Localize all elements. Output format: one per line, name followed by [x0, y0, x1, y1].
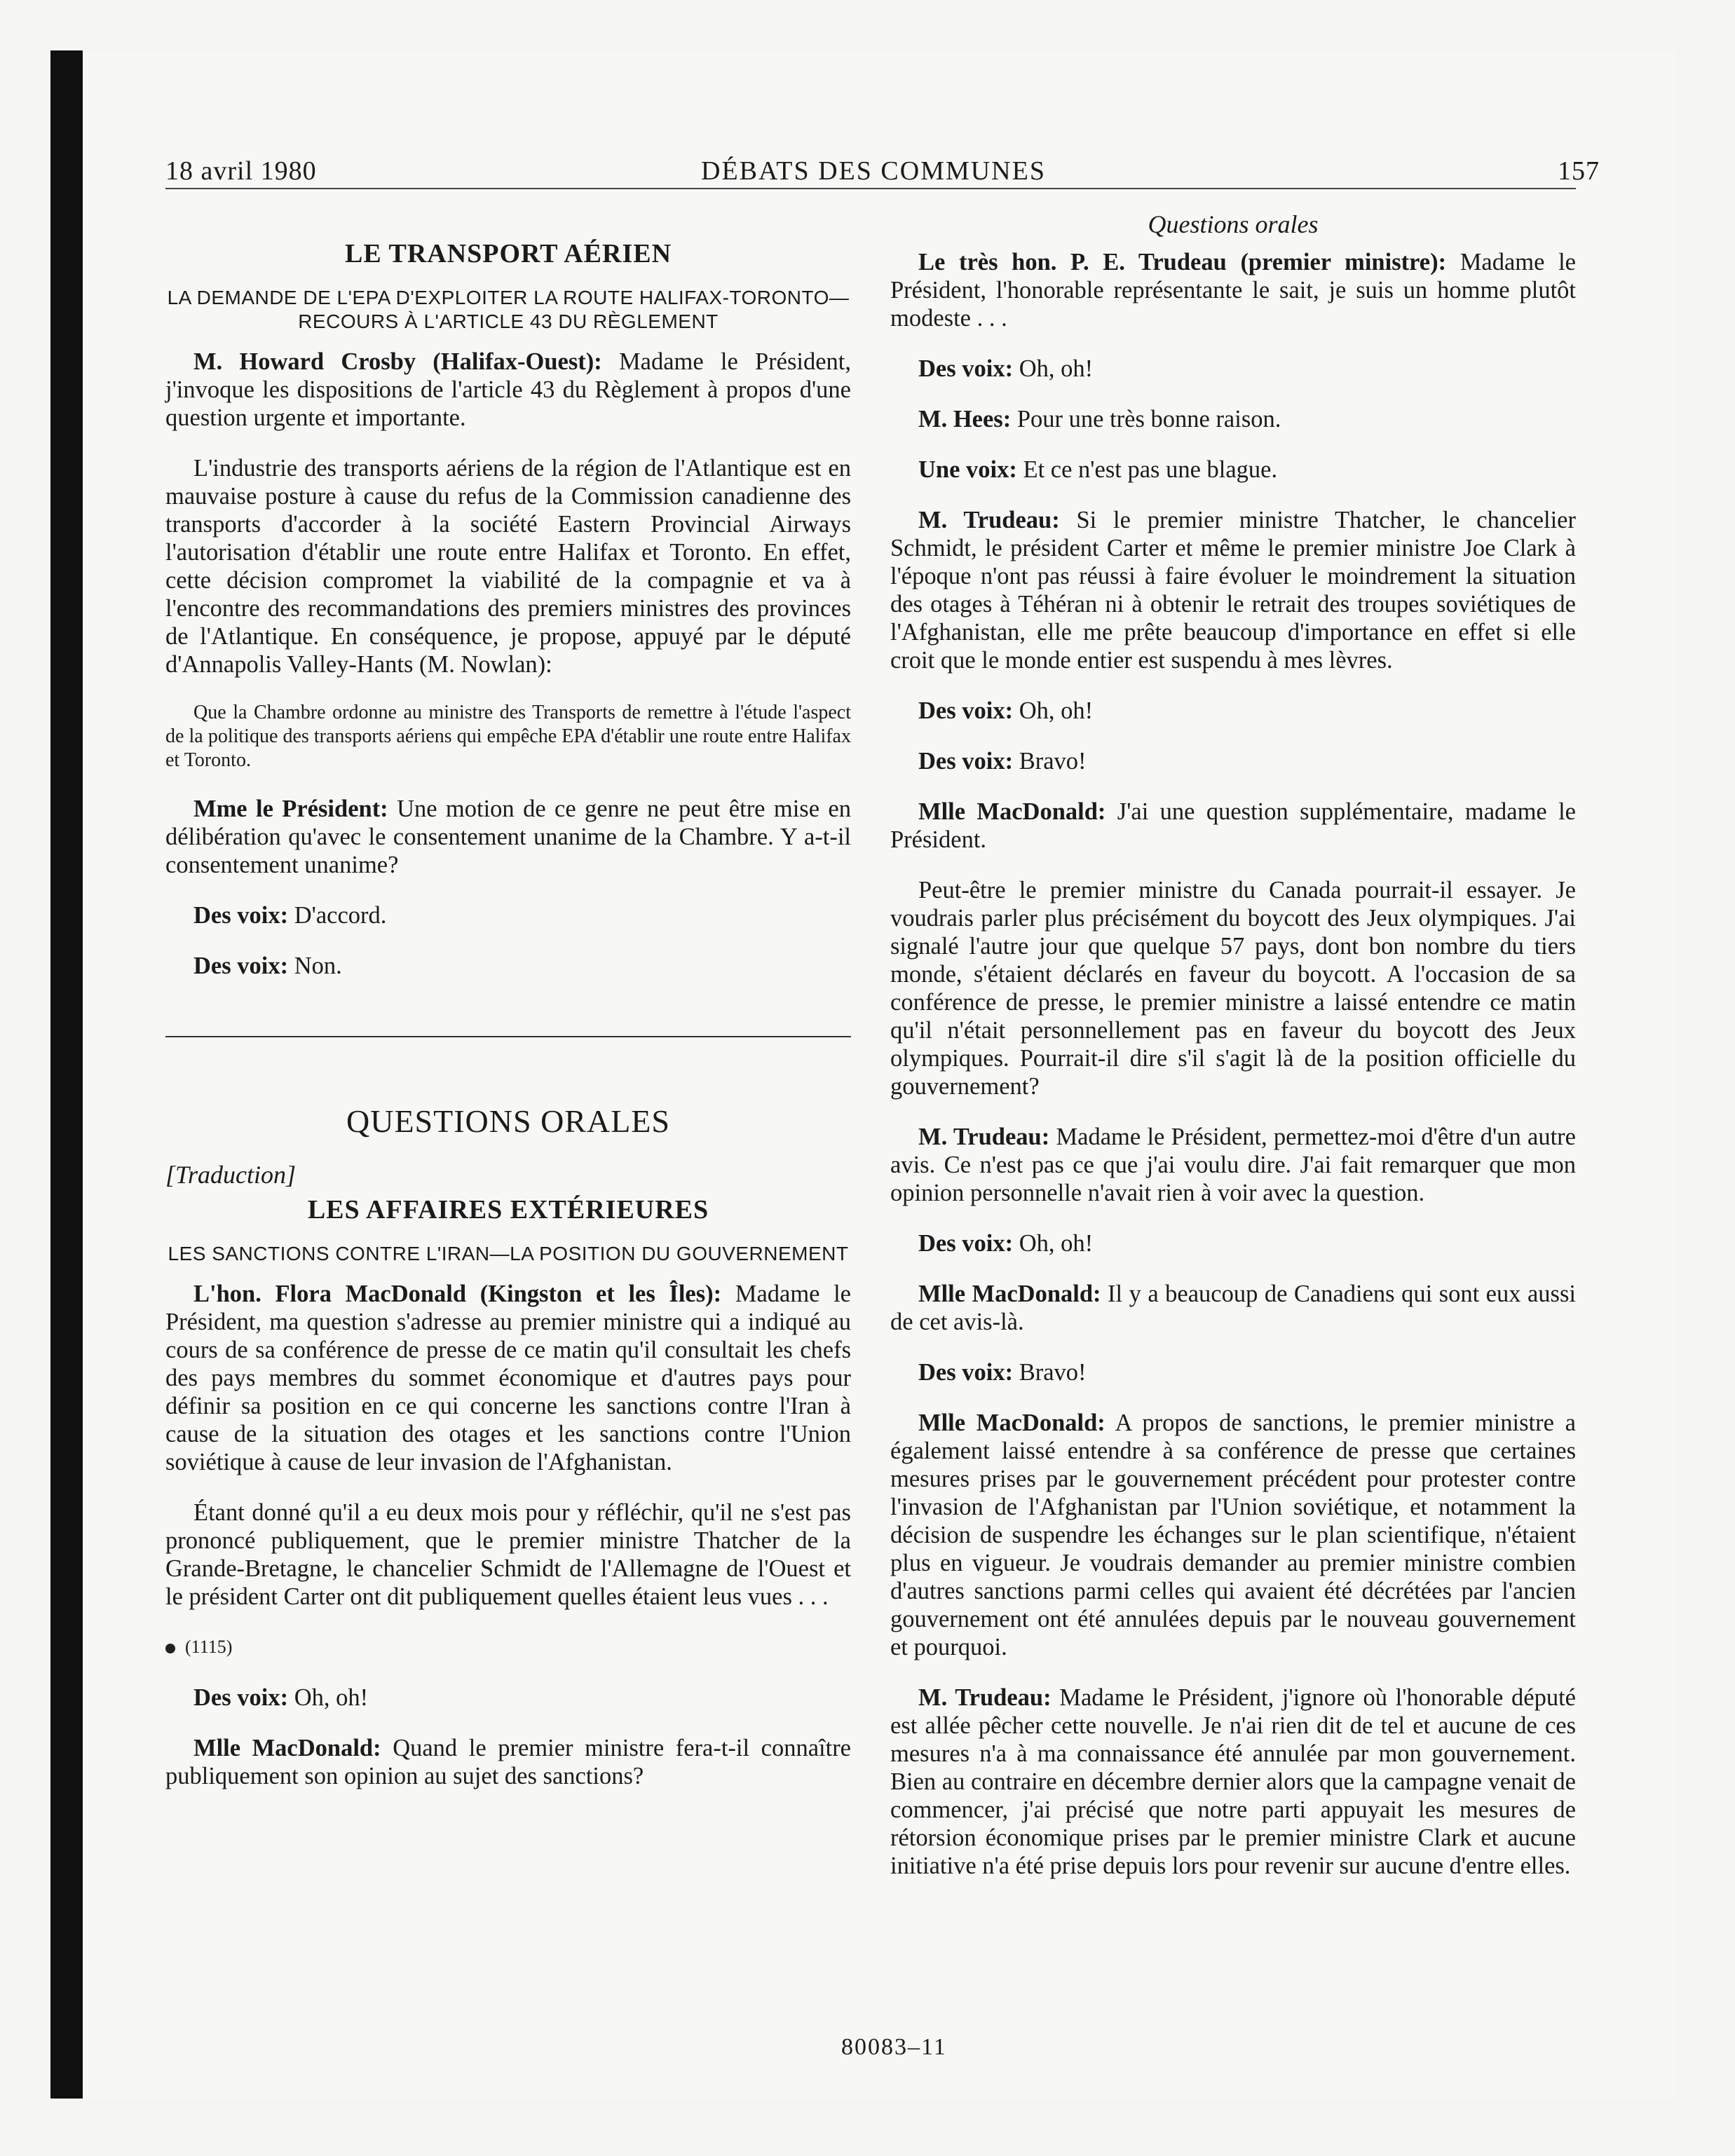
- speaker-name: Des voix:: [918, 355, 1014, 382]
- speaker-name: Mlle MacDonald:: [918, 798, 1106, 825]
- questions-orales-title: QUESTIONS ORALES: [346, 1103, 670, 1139]
- speech-text: J'ai une question supplémentaire, madame le Président.: [890, 798, 1576, 853]
- speech-macdonald: [890, 1409, 1576, 1661]
- speaker-name: Des voix:: [918, 1359, 1014, 1386]
- running-head: Questions orales: [1148, 210, 1319, 238]
- speech-voices: [165, 952, 851, 980]
- speaker-name: Des voix:: [918, 748, 1014, 775]
- speech-macdonald: [890, 798, 1576, 854]
- speaker-name: Des voix:: [193, 953, 289, 979]
- bullet-icon: [165, 1644, 175, 1653]
- speech-voices: [165, 1684, 851, 1712]
- speech-text: Bravo!: [1013, 748, 1087, 775]
- speech-text: Si le premier ministre Thatcher, le chancelier Schmidt, le président Carter et même le premier ministre Joe Clark à l'époque n'ont pas réussi à faire évoluer le moindrement la situation des otages à Téhéran ni à obtenir le retrait des troupes soviétiques de l'Afghanistan, elle me prête beaucoup d'importance en effet si elle croit que le monde entier est suspendu à mes lèvres.: [890, 507, 1576, 674]
- section-subtitle-epa-route: LA DEMANDE DE L'EPA D'EXPLOITER LA ROUTE HALIFAX-TORONTO—RECOURS À L'ARTICLE 43 DU RÈGLEMENT: [167, 287, 850, 332]
- motion-text: Que la Chambre ordonne au ministre des Transports de remettre à l'étude l'aspect de la politique des transports aériens qui empêche EPA d'établir une route entre Halifax et Toronto.: [165, 702, 851, 771]
- speech-voices: [890, 1358, 1576, 1386]
- speech-paragraph: Étant donné qu'il a eu deux mois pour y réfléchir, qu'il ne s'est pas prononcé publiquement, que le premier ministre Thatcher de la Grande-Bretagne, le chancelier Schmidt de l'Allemagne de l'Ouest et le président Carter ont dit publiquement quelles étaient leus vues . . .: [165, 1499, 851, 1610]
- speaker-name: Des voix:: [193, 902, 289, 929]
- speech-voices: [890, 747, 1576, 775]
- speech-voices: [890, 355, 1576, 383]
- speaker-name: Mlle MacDonald:: [193, 1735, 381, 1761]
- time-marker: [165, 1633, 851, 1661]
- speech-voices: [890, 1229, 1576, 1257]
- speech-text: Bravo!: [1013, 1359, 1087, 1386]
- footer-code: 80083–11: [841, 2034, 947, 2060]
- header-title: DÉBATS DES COMMUNES: [701, 156, 1046, 186]
- speech-trudeau: [890, 1123, 1576, 1207]
- speech-text: Madame le Président, l'honorable représentante le sait, je suis un homme plutôt modeste . . .: [890, 249, 1576, 332]
- speech-text: Madame le Président, j'ignore où l'honorable député est allée pêcher cette nouvelle. Je n'ai rien dit de tel et aucune de ces mesures n'a à ma connaissance été annulée par mon gouvernement. Bien au contraire en décembre dernier alors que la campagne venait de commencer, j'ai précisé que notre parti appuyait les mesures de rétorsion économique prises par le premier ministre Clark et aucune initiative n'a été prise depuis lors pour revenir sur aucune d'entre elles.: [890, 1684, 1576, 1879]
- speaker-name: M. Hees:: [918, 406, 1012, 432]
- speaker-name: L'hon. Flora MacDonald (Kingston et les Îles):: [193, 1281, 722, 1307]
- speech-text: Non.: [288, 953, 342, 979]
- speech-voices: [890, 697, 1576, 725]
- speaker-name: M. Trudeau:: [918, 1124, 1050, 1150]
- speaker-name: Mlle MacDonald:: [918, 1281, 1101, 1307]
- speech-voices: [165, 901, 851, 929]
- header-page-number: 157: [1558, 156, 1600, 186]
- speaker-name: Des voix:: [193, 1684, 289, 1711]
- speech-trudeau: [890, 506, 1576, 674]
- speech-hees: [890, 405, 1576, 433]
- speech-text: Madame le Président, permettez-moi d'être d'un autre avis. Ce n'est pas ce que j'ai voulu dire. J'ai fait remarquer que mon opinion personnelle n'avait rien à voir avec la question.: [890, 1124, 1576, 1206]
- speech-text: Une motion de ce genre ne peut être mise en délibération qu'avec le consentement unanime de la Chambre. Y a-t-il consentement unanime?: [165, 796, 851, 878]
- speech-president: [165, 795, 851, 879]
- speech-macdonald: [890, 1280, 1576, 1336]
- speaker-name: Le très hon. P. E. Trudeau (premier ministre):: [918, 249, 1447, 275]
- speaker-name: M. Trudeau:: [918, 507, 1060, 533]
- speech-trudeau: [890, 248, 1576, 332]
- speech-text: Madame le Président, j'invoque les dispositions de l'article 43 du Règlement à propos d'une question urgente et importante.: [165, 348, 852, 431]
- speech-text: Madame le Président, ma question s'adresse au premier ministre qui a indiqué au cours de sa conférence de presse de ce matin qu'il consultait les chefs des pays membres du sommet économique et d'autres pays pour définir sa position en ce qui concerne les sanctions contre l'Iran à cause de la situation des otages et les sanctions contre l'Union soviétique à cause de leur invasion de l'Afghanistan.: [165, 1281, 851, 1475]
- left-column: [165, 210, 851, 1813]
- speech-text: Quand le premier ministre fera-t-il connaître publiquement son opinion au sujet des sanctions?: [165, 1735, 851, 1789]
- speech-paragraph: L'industrie des transports aériens de la région de l'Atlantique est en mauvaise posture à cause du refus de la Commission canadienne des transports d'accorder à la société Eastern Provincial Airways l'autorisation d'établir une route entre Halifax et Toronto. En effet, cette décision compromet la viabilité de la compagnie et va à l'encontre des recommandations des premiers ministres des provinces de l'Atlantique. En conséquence, je propose, appuyé par le député d'Annapolis Valley-Hants (M. Nowlan):: [165, 455, 851, 678]
- speech-voice: [890, 456, 1576, 484]
- speech-text: D'accord.: [288, 902, 387, 929]
- speech-text: Oh, oh!: [1013, 697, 1094, 724]
- speech-paragraph: Peut-être le premier ministre du Canada pourrait-il essayer. Je voudrais parler plus précisément du boycott des Jeux olympiques. J'ai signalé l'autre jour que quelque 57 pays, dont bon nombre du tiers monde, s'étaient déclarés en faveur du boycott. A l'occasion de sa conférence de presse, le premier ministre a laissé entendre ce matin qu'il n'était personnellement pas en faveur du boycott des Jeux olympiques. Pourrait-il dire s'il s'agit là de la position officielle du gouvernement?: [890, 877, 1576, 1100]
- section-title-external-affairs: LES AFFAIRES EXTÉRIEURES: [307, 1195, 709, 1224]
- speaker-name: Mme le Président:: [193, 796, 388, 822]
- speech-text: A propos de sanctions, le premier ministre a également laissé entendre à sa conférence de presse que certaines mesures prises par le gouvernement précédent pour protester contre l'invasion de l'Afghanistan par l'Union soviétique, et notamment la décision de suspendre les échanges sur le plan scientifique, n'étaient plus en vigueur. Je voudrais demander au premier ministre combien d'autres sanctions parmi celles qui avaient été décrétées par l'ancien gouvernement ont été annulées depuis par le nouveau gouvernement et pourquoi.: [890, 1410, 1576, 1660]
- right-column: [890, 210, 1576, 1902]
- time-marker-text: (1115): [185, 1637, 233, 1657]
- scan-edge: [50, 50, 83, 2099]
- speaker-name: M. Howard Crosby (Halifax-Ouest):: [193, 348, 602, 375]
- speech-trudeau: [890, 1684, 1576, 1880]
- speech-text: Et ce n'est pas une blague.: [1016, 456, 1278, 483]
- speech-text: Oh, oh!: [288, 1684, 369, 1711]
- header-date: 18 avril 1980: [165, 156, 317, 186]
- speech-text: Oh, oh!: [1013, 355, 1094, 382]
- section-subtitle-iran-sanctions: LES SANCTIONS CONTRE L'IRAN—LA POSITION DU GOUVERNEMENT: [168, 1243, 849, 1264]
- speaker-name: Des voix:: [918, 697, 1014, 724]
- speech-text: Oh, oh!: [1013, 1230, 1094, 1257]
- speech-text: Il y a beaucoup de Canadiens qui sont eux aussi de cet avis-là.: [890, 1281, 1576, 1335]
- speech-macdonald: [165, 1734, 851, 1790]
- speaker-name: Des voix:: [918, 1230, 1014, 1257]
- speech-text: Pour une très bonne raison.: [1011, 406, 1281, 432]
- speaker-name: Une voix:: [918, 456, 1017, 483]
- speaker-name: M. Trudeau:: [918, 1684, 1052, 1711]
- header-rule: [165, 188, 1576, 189]
- speaker-name: Mlle MacDonald:: [918, 1410, 1105, 1436]
- section-divider: [165, 1036, 851, 1037]
- speech-crosby: [165, 348, 851, 432]
- speech-macdonald: [165, 1280, 851, 1476]
- translation-note: [Traduction]: [165, 1161, 297, 1189]
- section-title-air-transport: LE TRANSPORT AÉRIEN: [344, 239, 672, 268]
